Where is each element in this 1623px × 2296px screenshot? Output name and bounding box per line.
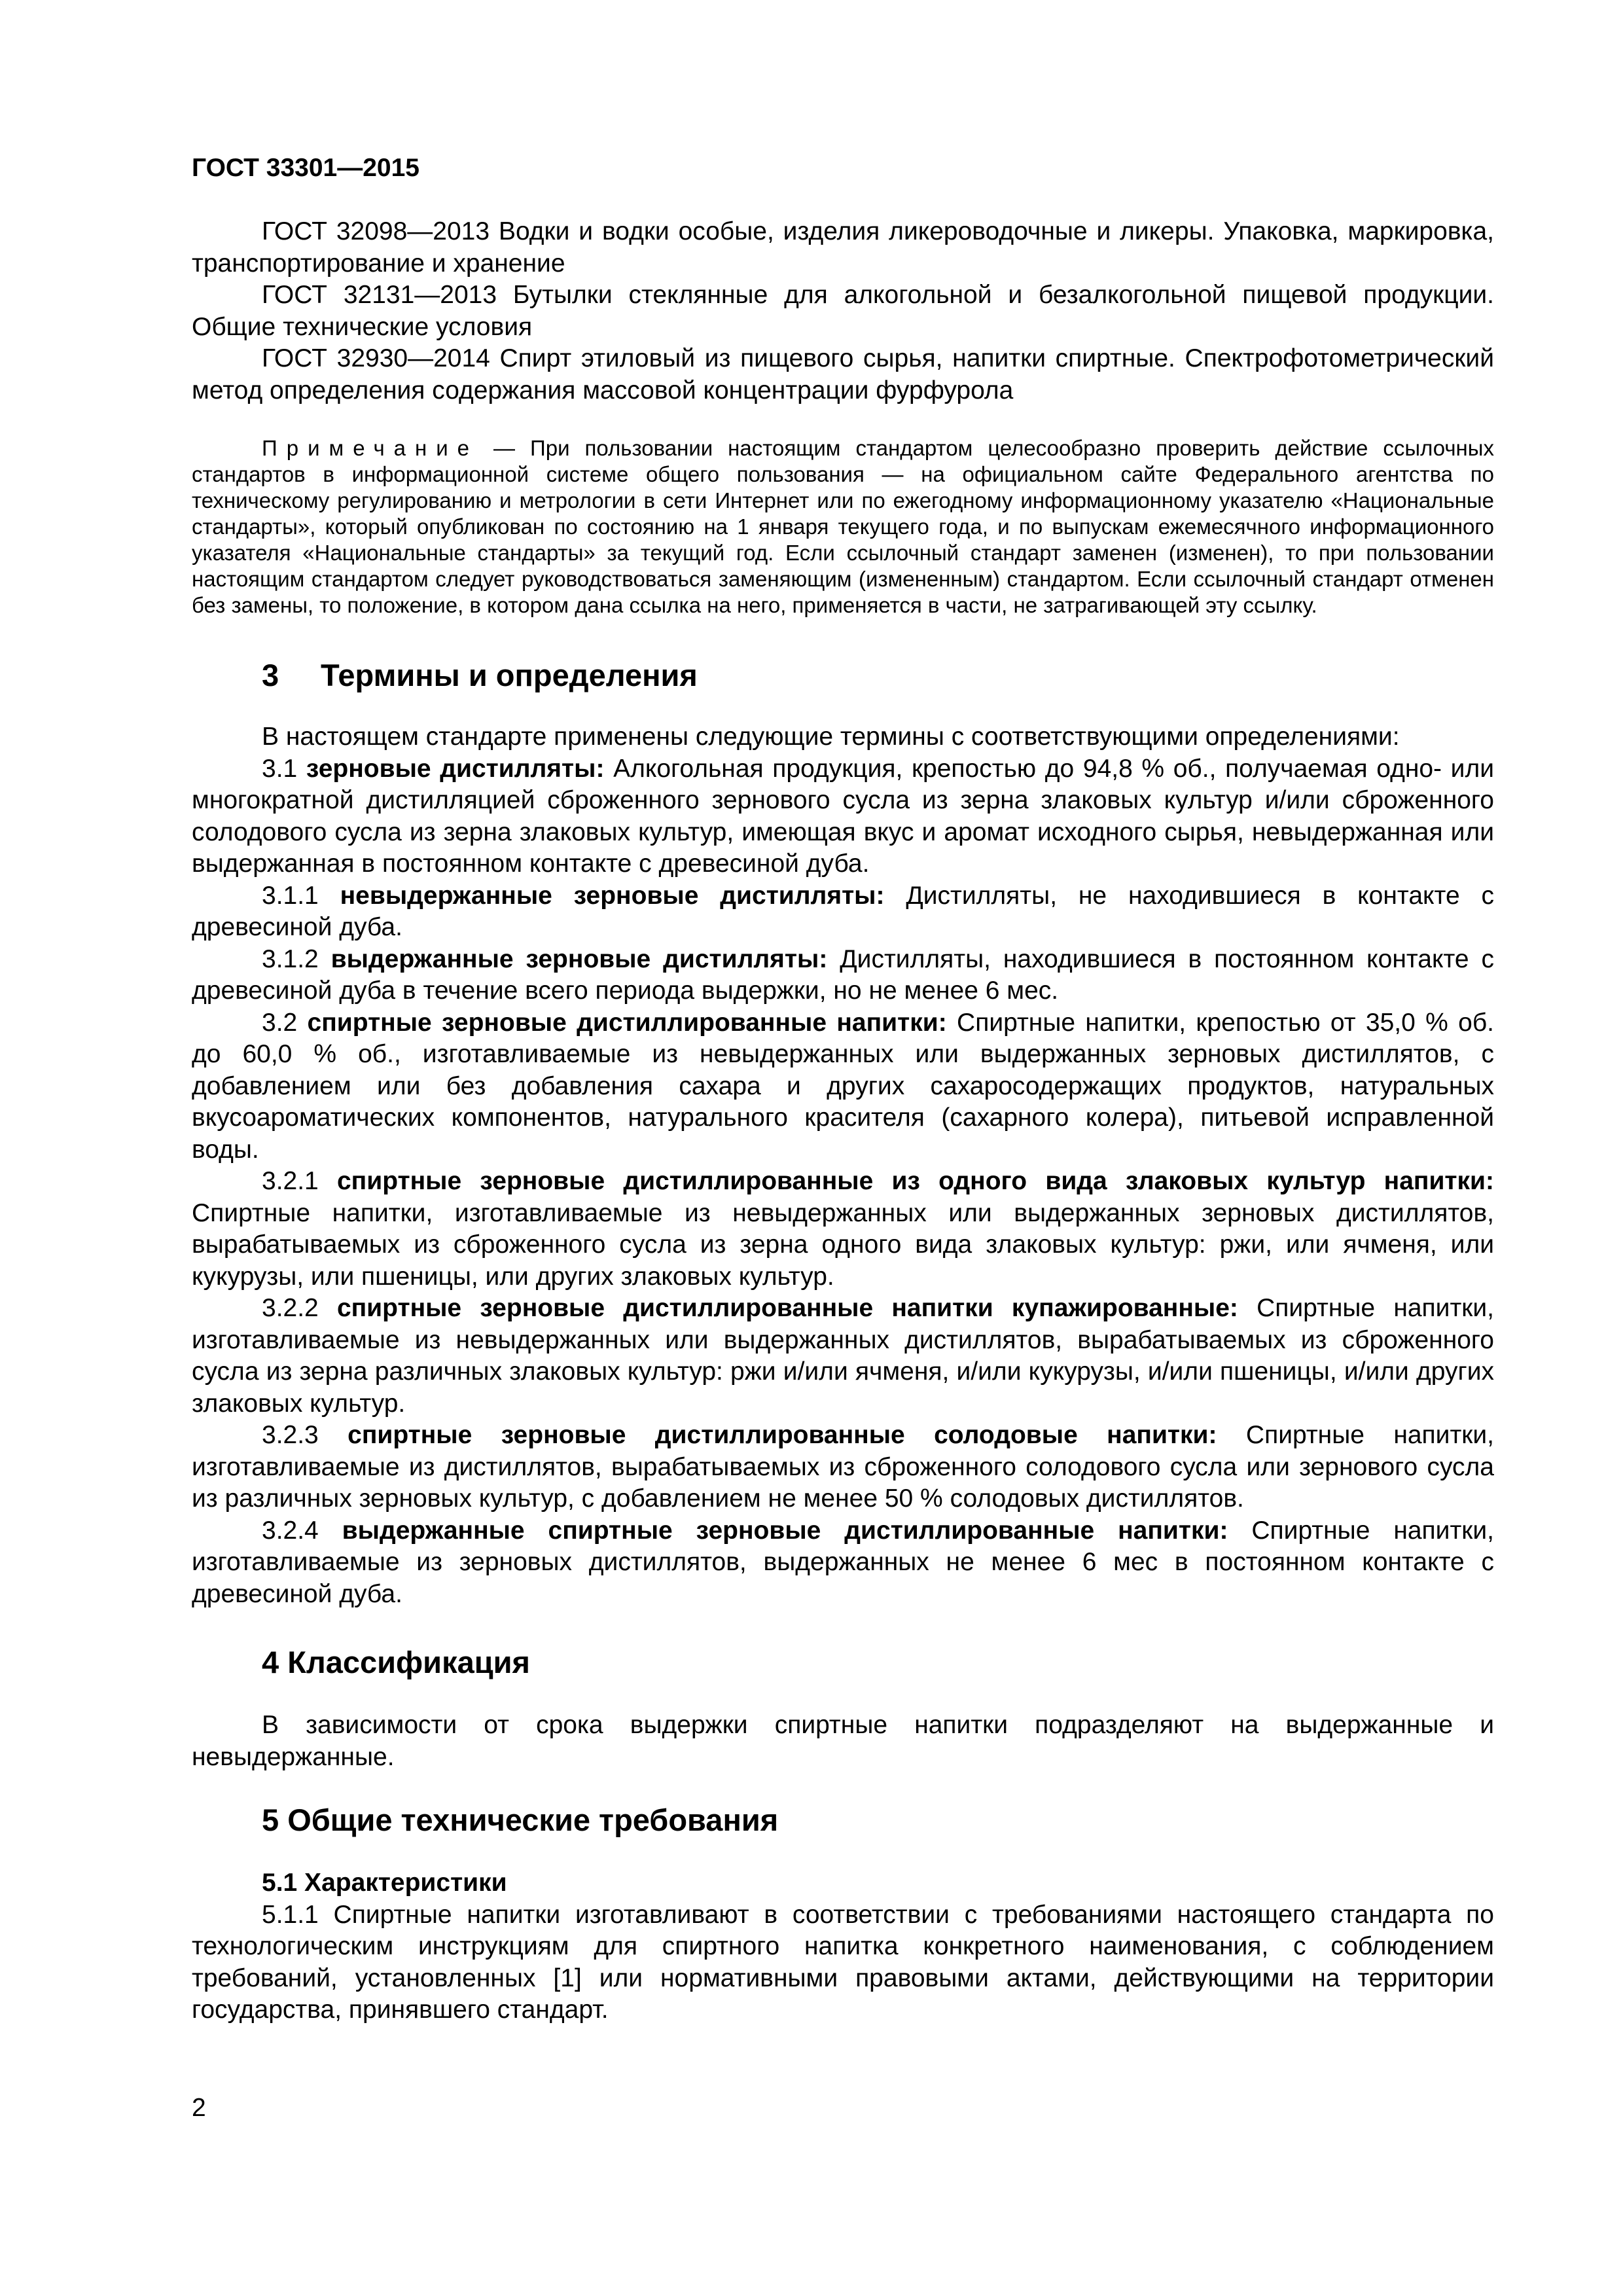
term-definition xyxy=(192,1166,1494,1293)
reference-code: ГОСТ 32131—2013 xyxy=(262,281,497,309)
page-number: 2 xyxy=(192,2094,206,2122)
term-name: спиртные зерновые дистиллированные напитки купажированные: xyxy=(336,1294,1238,1322)
reference-item xyxy=(192,279,1494,343)
term-definition xyxy=(192,1007,1494,1166)
term-number: 3.1 xyxy=(262,754,306,783)
normative-references xyxy=(192,216,1494,406)
subsection-5-1-heading: 5.1 Характеристики xyxy=(262,1869,507,1897)
page-content xyxy=(192,216,1494,2026)
term-name: спиртные зерновые дистиллированные напитки: xyxy=(307,1008,947,1037)
note-paragraph xyxy=(192,435,1494,619)
document-header: ГОСТ 33301—2015 xyxy=(192,154,419,182)
term-name: выдержанные спиртные зерновые дистиллированные напитки: xyxy=(342,1516,1228,1545)
term-text: Дистилляты, не находившиеся в контакте с древесиной дуба. xyxy=(192,881,1495,941)
term-number: 3.2.2 xyxy=(262,1294,337,1322)
note-dash: — xyxy=(478,436,531,460)
term-number: 3.2.4 xyxy=(262,1516,342,1545)
term-name: спиртные зерновые дистиллированные из одного вида злаковых культур напитки: xyxy=(336,1167,1495,1195)
term-number: 3.2.3 xyxy=(262,1421,348,1449)
section-4-heading: 4 Классификация xyxy=(262,1645,530,1679)
term-name: выдержанные зерновые дистилляты: xyxy=(330,944,828,973)
reference-item xyxy=(192,216,1494,279)
term-definition xyxy=(192,880,1494,944)
term-definition xyxy=(192,1515,1494,1611)
section-title: Термины и определения xyxy=(321,658,698,692)
term-definition xyxy=(192,753,1494,880)
reference-code: ГОСТ 32930—2014 xyxy=(262,344,490,372)
term-name: спиртные зерновые дистиллированные солодовые напитки: xyxy=(348,1421,1217,1449)
reference-title: Спирт этиловый из пищевого сырья, напитки спиртные. Спектрофотометрический метод определения содержания массовой концентрации фурфурола xyxy=(192,344,1494,404)
section-5-heading: 5 Общие технические требования xyxy=(262,1803,779,1837)
term-number: 3.1.1 xyxy=(262,881,340,910)
term-definition xyxy=(192,944,1494,1007)
term-number: 3.1.2 xyxy=(262,944,331,973)
term-definition xyxy=(192,1420,1494,1515)
note-text: При пользовании настоящим стандартом целесообразно проверить действие ссылочных стандартов в информационной системе общего пользования — на официальном сайте Федерального агентства по техническому регулированию и метрологии в сети Интернет или по ежегодному информационному указателю «Национальные стандарты», который опубликован по состоянию на 1 января текущего года, и по выпускам ежемесячного информационного указателя «Национальные стандарты» за текущий год. Если ссылочный стандарт заменен (изменен), то при пользовании настоящим стандартом следует руководствоваться заменяющим (измененным) стандартом. Если ссылочный стандарт отменен без замены, то положение, в котором дана ссылка на него, применяется в части, не затрагивающей эту ссылку. xyxy=(192,436,1494,617)
term-text: Спиртные напитки, изготавливаемые из невыдержанных или выдержанных дистиллятов, вырабатываемых из сброженного сусла из зерна различных злаковых культур: ржи и/или ячменя, и/или кукурузы, и/или пшеницы, и/или других злаковых культур. xyxy=(192,1294,1494,1418)
term-definition xyxy=(192,1293,1494,1420)
note-label: Примечание xyxy=(262,436,479,460)
term-text: Спиртные напитки, крепостью от 35,0 % об. до 60,0 % об., изготавливаемые из невыдержанных или выдержанных зерновых дистиллятов, с добавлением или без добавления сахара и других сахаросодержащих продуктов, натуральных вкусоароматических компонентов, натурального красителя (сахарного колера), питьевой исправленной воды. xyxy=(192,1008,1494,1164)
term-number: 3.2 xyxy=(262,1008,308,1037)
term-number: 3.2.1 xyxy=(262,1167,337,1195)
reference-title: Бутылки стеклянные для алкогольной и безалкогольной пищевой продукции. Общие технические условия xyxy=(192,281,1494,341)
section-3-intro: В настоящем стандарте применены следующие термины с соответствующими определениями: xyxy=(262,723,1400,751)
reference-code: ГОСТ 32098—2013 xyxy=(262,217,490,245)
section-5-1-1-text: 5.1.1 Спиртные напитки изготавливают в соответствии с требованиями настоящего стандарта по технологическим инструкциям для спиртного напитка конкретного наименования, с соблюдением требований, установленных [1] или нормативными правовыми актами, действующими на территории государства, принявшего стандарт. xyxy=(192,1900,1494,2024)
section-3-heading xyxy=(192,656,1494,695)
term-name: невыдержанные зерновые дистилляты: xyxy=(340,881,885,910)
term-text: Спиртные напитки, изготавливаемые из зерновых дистиллятов, выдержанных не менее 6 мес в постоянном контакте с древесиной дуба. xyxy=(192,1516,1494,1608)
term-text: Спиртные напитки, изготавливаемые из дистиллятов, вырабатываемых из сброженного солодового сусла или зернового сусла из различных зерновых культур, с добавлением не менее 50 % солодовых дистиллятов. xyxy=(192,1421,1494,1513)
term-text: Дистилляты, находившиеся в постоянном контакте с древесиной дуба в течение всего периода выдержки, но не менее 6 мес. xyxy=(192,944,1495,1005)
reference-item xyxy=(192,343,1494,406)
term-text: Спиртные напитки, изготавливаемые из невыдержанных или выдержанных зерновых дистиллятов, вырабатываемых из сброженного сусла из зерна одного вида злаковых культур: ржи, или ячменя, или кукурузы, или пшеницы, или других злаковых культур. xyxy=(192,1198,1494,1291)
section-number: 3 xyxy=(262,658,279,692)
term-text: Алкогольная продукция, крепостью до 94,8 % об., получаемая одно- или многократной дистилляцией сброженного зернового сусла из зерна злаковых культур и/или сброженного солодового сусла из зерна злаковых культур, имеющая вкус и аромат исходного сырья, невыдержанная или выдержанная в постоянном контакте с древесиной дуба. xyxy=(192,754,1494,878)
section-4-text: В зависимости от срока выдержки спиртные напитки подразделяют на выдержанные и невыдержанные. xyxy=(192,1711,1494,1771)
term-name: зерновые дистилляты: xyxy=(306,754,605,783)
reference-title: Водки и водки особые, изделия ликероводочные и ликеры. Упаковка, маркировка, транспортирование и хранение xyxy=(192,217,1494,278)
